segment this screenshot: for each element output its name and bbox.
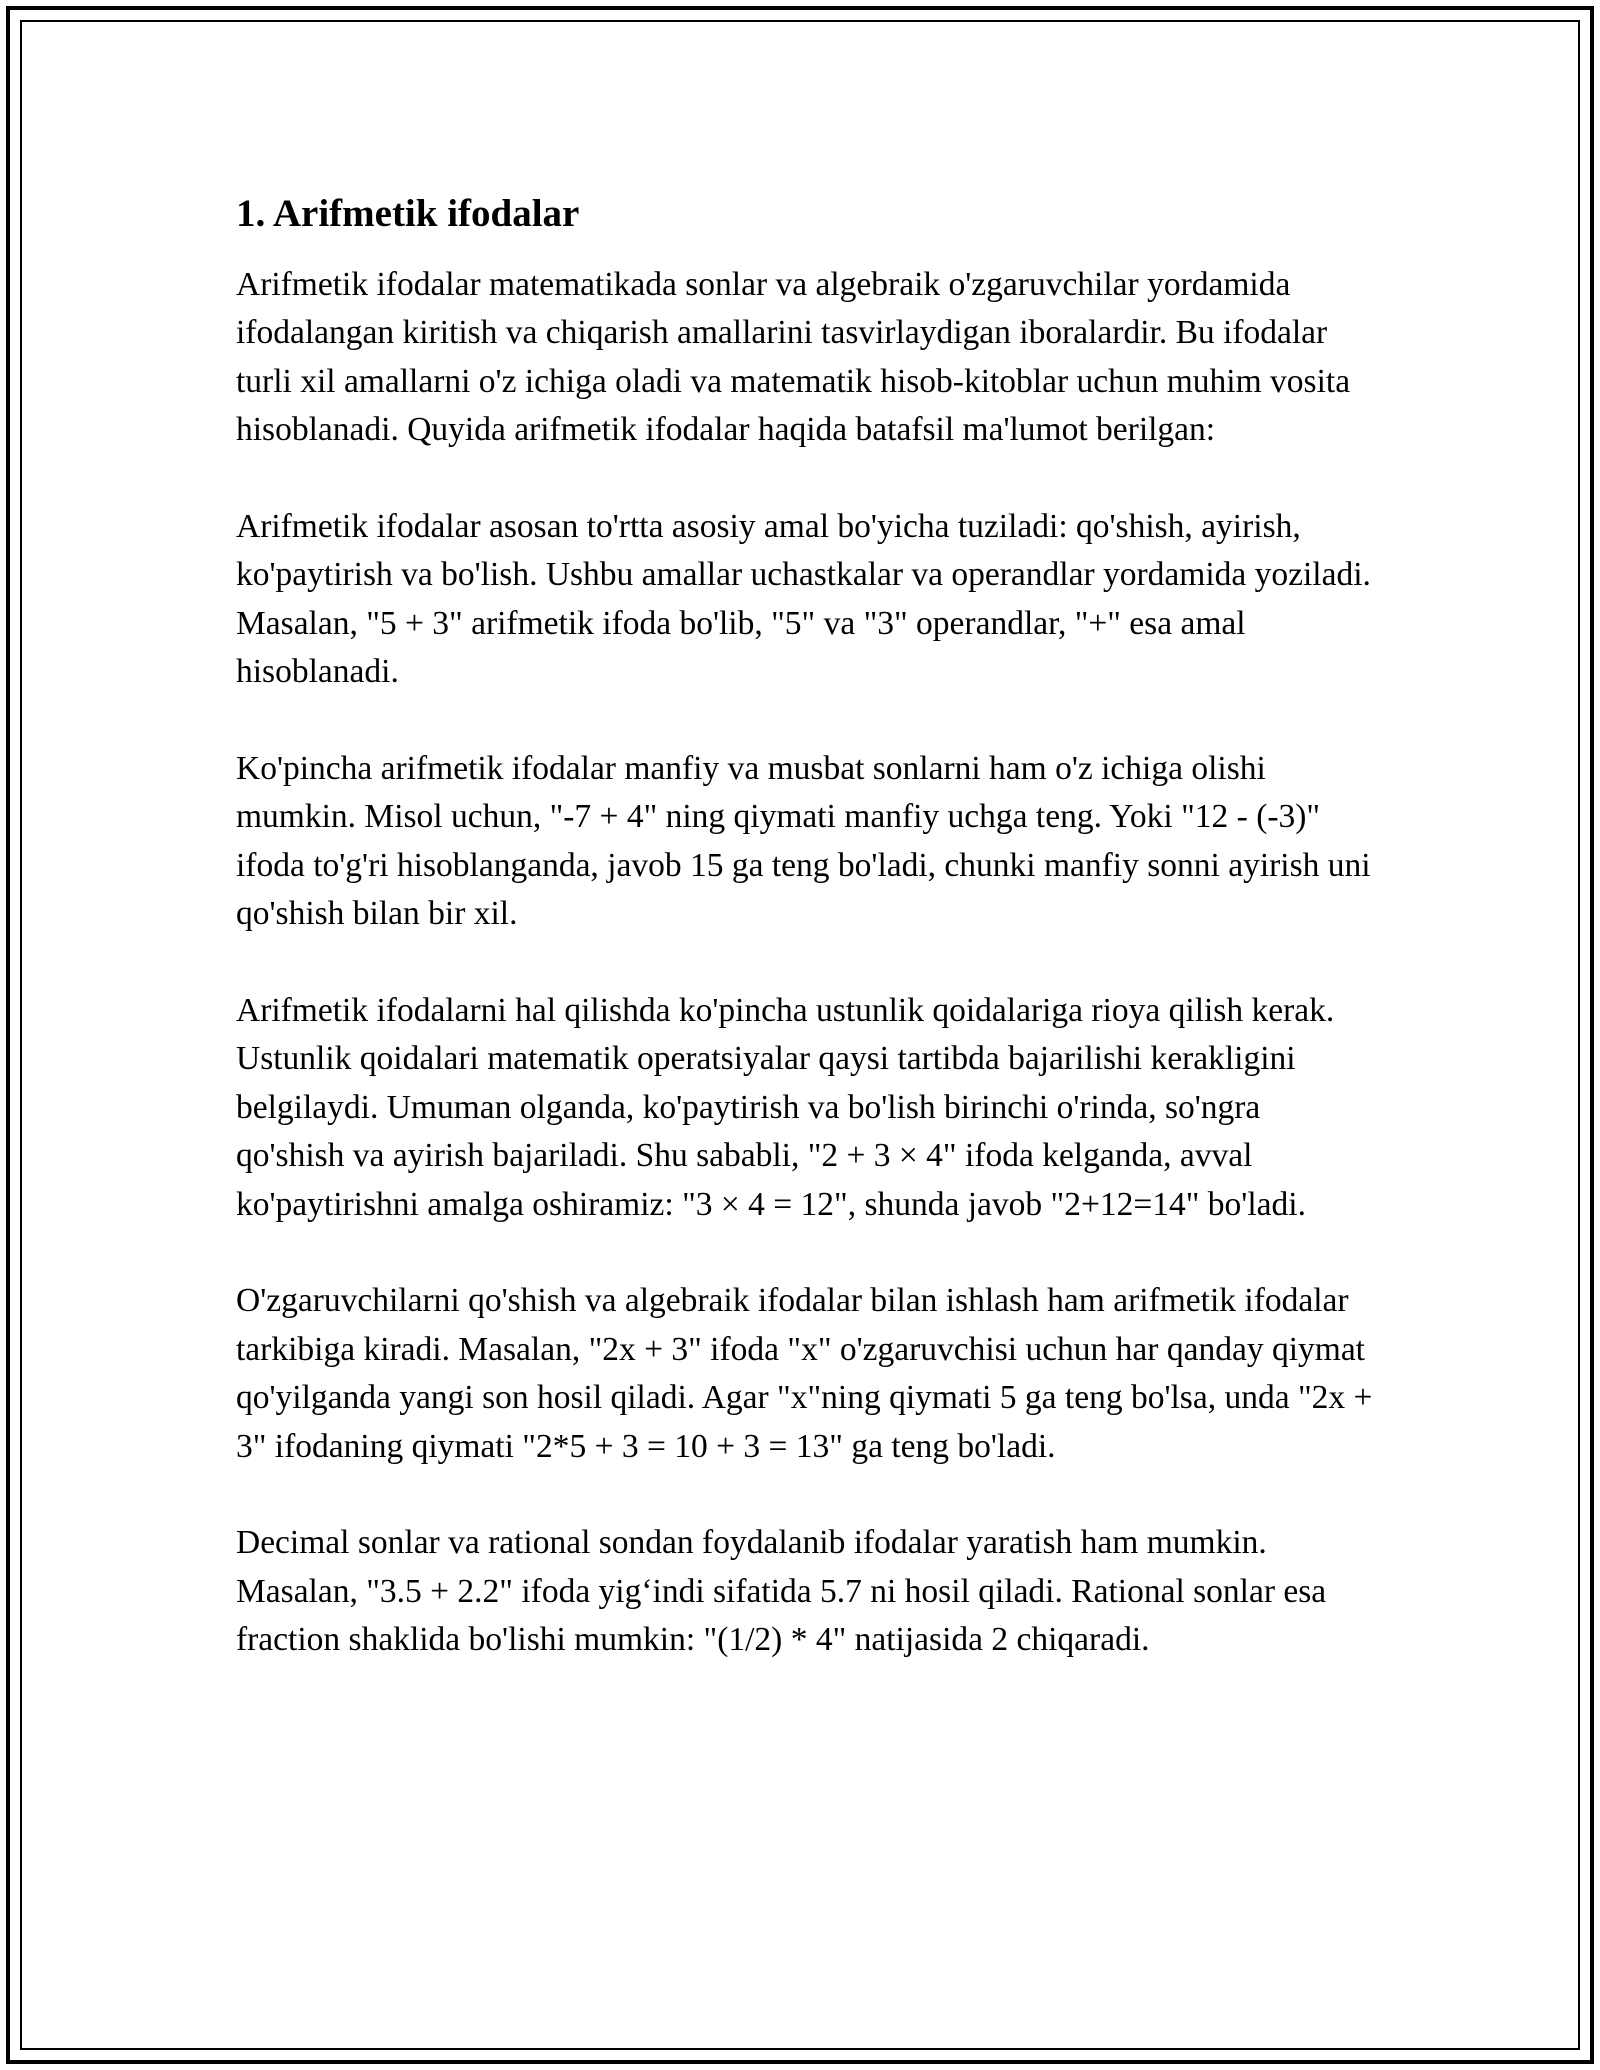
paragraph-intro: Arifmetik ifodalar matematikada sonlar va algebraik o'zgaruvchilar yordamida ifodalangan kiritish va chiqarish amallarini tasvirlaydigan iboralardir. Bu ifodalar turli xil amallarni o'z ichiga oladi va matematik hisob-kitoblar uchun muhim vosita hisoblanadi. Quyida arifmetik ifodalar haqida batafsil ma'lumot berilgan: — [236, 266, 1351, 449]
paragraph-precedence-rules: Arifmetik ifodalarni hal qilishda ko'pincha ustunlik qoidalariga rioya qilish kerak. Ustunlik qoidalari matematik operatsiyalar qaysi tartibda bajarilishi kerakligini belgilaydi. Umuman olganda, ko'paytirish va bo'lish birinchi o'rinda, so'ngra qo'shish va ayirish bajariladi. Shu sababli, "2 + 3 × 4" ifoda kelganda, avval ko'paytirishni amalga oshiramiz: "3 × 4 = 12", shunda javob "2+12=14" bo'ladi. — [236, 992, 1335, 1223]
paragraph-variables: O'zgaruvchilarni qo'shish va algebraik ifodalar bilan ishlash ham arifmetik ifodalar tarkibiga kiradi. Masalan, "2x + 3" ifoda "x" o'zgaruvchisi uchun har qanday qiymat qo'yilganda yangi son hosil qiladi. Agar "x"ning qiymati 5 ga teng bo'lsa, unda "2x + 3" ifodaning qiymati "2*5 + 3 = 10 + 3 = 13" ga teng bo'ladi. — [236, 1282, 1373, 1465]
paragraph-basic-operations: Arifmetik ifodalar asosan to'rtta asosiy amal bo'yicha tuziladi: qo'shish, ayirish, ko'paytirish va bo'lish. Ushbu amallar uchastkalar va operandlar yordamida yoziladi. Masalan, "5 + 3" arifmetik ifoda bo'lib, "5" va "3" operandlar, "+" esa amal hisoblanadi. — [236, 508, 1371, 691]
paragraph-decimals-rationals: Decimal sonlar va rational sondan foydalanib ifodalar yaratish ham mumkin. Masalan, "3.5 + 2.2" ifoda yig‘indi sifatida 5.7 ni hosil qiladi. Rational sonlar esa fraction shaklida bo'lishi mumkin: "(1/2) * 4" natijasida 2 chiqaradi. — [236, 1524, 1327, 1659]
paragraph-negative-numbers: Ko'pincha arifmetik ifodalar manfiy va musbat sonlarni ham o'z ichiga olishi mumkin. Misol uchun, "-7 + 4" ning qiymati manfiy uchga teng. Yoki "12 - (-3)" ifoda to'g'ri hisoblanganda, javob 15 ga teng bo'ladi, chunki manfiy sonni ayirish uni qo'shish bilan bir xil. — [236, 750, 1371, 933]
section-heading: 1. Arifmetik ifodalar — [236, 192, 580, 235]
document-body — [236, 188, 1374, 1713]
